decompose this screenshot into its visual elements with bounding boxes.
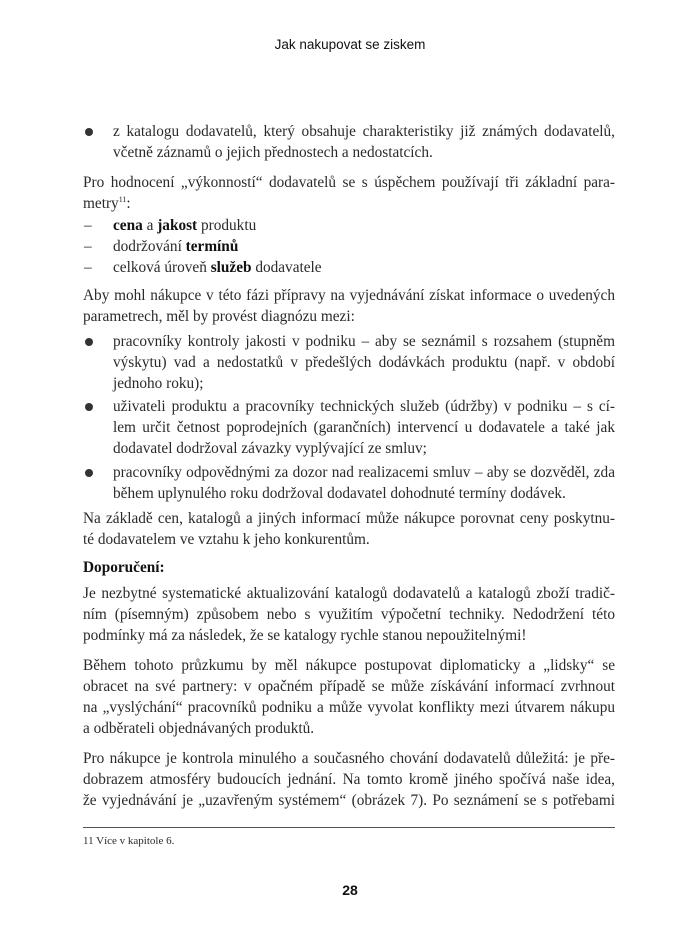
paragraph	[83, 285, 615, 327]
dash-item	[113, 257, 615, 278]
page-number: 28	[342, 882, 358, 898]
bullet-item	[113, 331, 615, 394]
text-line: jednoho roku);	[113, 375, 204, 392]
bold-term: cena	[113, 217, 143, 234]
text: a	[142, 217, 158, 234]
text-line: obracet na své partnery: v opačném případě se může získávání informací zvrhnout	[83, 678, 615, 695]
text-line: z katalogu dodavatelů, který obsahuje charakteristiky již známých dodavatelů,	[113, 123, 615, 140]
text-line: výskytu) vad a nedostatků v předešlých dodávkách produktu (např. v období	[113, 354, 615, 371]
text-line: parametrech, měl by provést diagnózu mezi:	[83, 308, 355, 325]
bullet-item	[113, 396, 615, 459]
bullet-item	[113, 462, 615, 504]
bold-term: služeb	[210, 259, 252, 276]
paragraph	[83, 748, 615, 811]
dash-item	[113, 236, 615, 257]
text-line: podmínky má za následek, že se katalogy rychle stanou nepoužitelnými!	[83, 627, 527, 644]
text: dodržování	[113, 238, 186, 255]
heading-text: Doporučení:	[83, 559, 165, 576]
footnote: 11 Více v kapitole 6.	[83, 835, 175, 847]
text-line: Pro hodnocení „výkonností“ dodavatelů se s úspěchem používají tři základní para-	[83, 174, 615, 191]
paragraph	[83, 655, 615, 739]
bullet-icon	[85, 128, 93, 136]
text-line: Aby mohl nákupce v této fázi přípravy na vyjednávání získat informace o uvedených	[83, 287, 615, 304]
text: celková úroveň	[113, 259, 211, 276]
footnote-divider	[83, 827, 615, 828]
text-line: včetně záznamů o jejich přednostech a nedostatcích.	[113, 144, 433, 161]
text: produktu	[197, 217, 257, 234]
text-line	[83, 193, 615, 214]
text: metry	[83, 195, 119, 212]
paragraph	[83, 172, 615, 214]
bullet-icon	[85, 338, 93, 346]
text-line: pracovníky kontroly jakosti v podniku – aby se seznámil s rozsahem (stupněm	[113, 333, 615, 350]
text-line: Pro nákupce je kontrola minulého a současného chování dodavatelů důležitá: je pře-	[83, 750, 615, 767]
footnote-ref: 11	[118, 195, 127, 204]
text-line: pracovníky odpovědnými za dozor nad realizacemi smluv – aby se dozvěděl, zda	[113, 464, 615, 481]
paragraph	[83, 583, 615, 646]
text-line: na „vyslýchání“ pracovníků podniku a může vyvolat konflikty mezi útvarem nákupu	[83, 699, 615, 716]
dash-item	[113, 215, 615, 236]
text-line: ním (písemným) způsobem nebo s využitím výpočetní techniky. Nedodržení této	[83, 606, 615, 623]
section-heading	[83, 557, 615, 578]
bullet-icon	[85, 469, 93, 477]
bullet-item	[113, 121, 615, 163]
dash-marker: –	[84, 259, 92, 276]
text-line: té dodavatelem ve vztahu k jeho konkurentům.	[83, 531, 370, 548]
text-line: během uplynulého roku dodržoval dodavatel dohodnuté termíny dodávek.	[113, 485, 566, 502]
bullet-icon	[85, 403, 93, 411]
text-line: uživateli produktu a pracovníky technických služeb (údržby) v podniku – s cí-	[113, 398, 615, 415]
text-line: Na základě cen, katalogů a jiných informací může nákupce porovnat ceny poskytnu-	[83, 510, 615, 527]
bold-term: jakost	[157, 217, 198, 234]
text-line: dobrazem atmosféry budoucích jednání. Na tomto kromě jiného spočívá naše idea,	[83, 771, 615, 788]
text: dodavatele	[251, 259, 322, 276]
bold-term: termínů	[185, 238, 239, 255]
text-line: Je nezbytné systematické aktualizování katalogů dodavatelů a katalogů zboží tradič-	[83, 585, 615, 602]
dash-marker: –	[84, 238, 92, 255]
text-line: že vyjednávání je „uzavřeným systémem“ (obrázek 7). Po seznámení se s potřebami	[83, 792, 615, 809]
text: :	[126, 195, 131, 212]
paragraph	[83, 508, 615, 550]
text-line: a odběrateli objednávaných produktů.	[83, 720, 315, 737]
running-header: Jak nakupovat se ziskem	[274, 37, 426, 52]
text-line: dodavatel dodržoval závazky vyplývající ze smluv;	[113, 440, 427, 457]
text-line: Během tohoto průzkumu by měl nákupce postupovat diplomaticky a „lidsky“ se	[83, 657, 615, 674]
dash-marker: –	[84, 217, 92, 234]
text-line: lem určit četnost poprodejních (garančních) intervencí u dodavatele a také jak	[113, 419, 615, 436]
